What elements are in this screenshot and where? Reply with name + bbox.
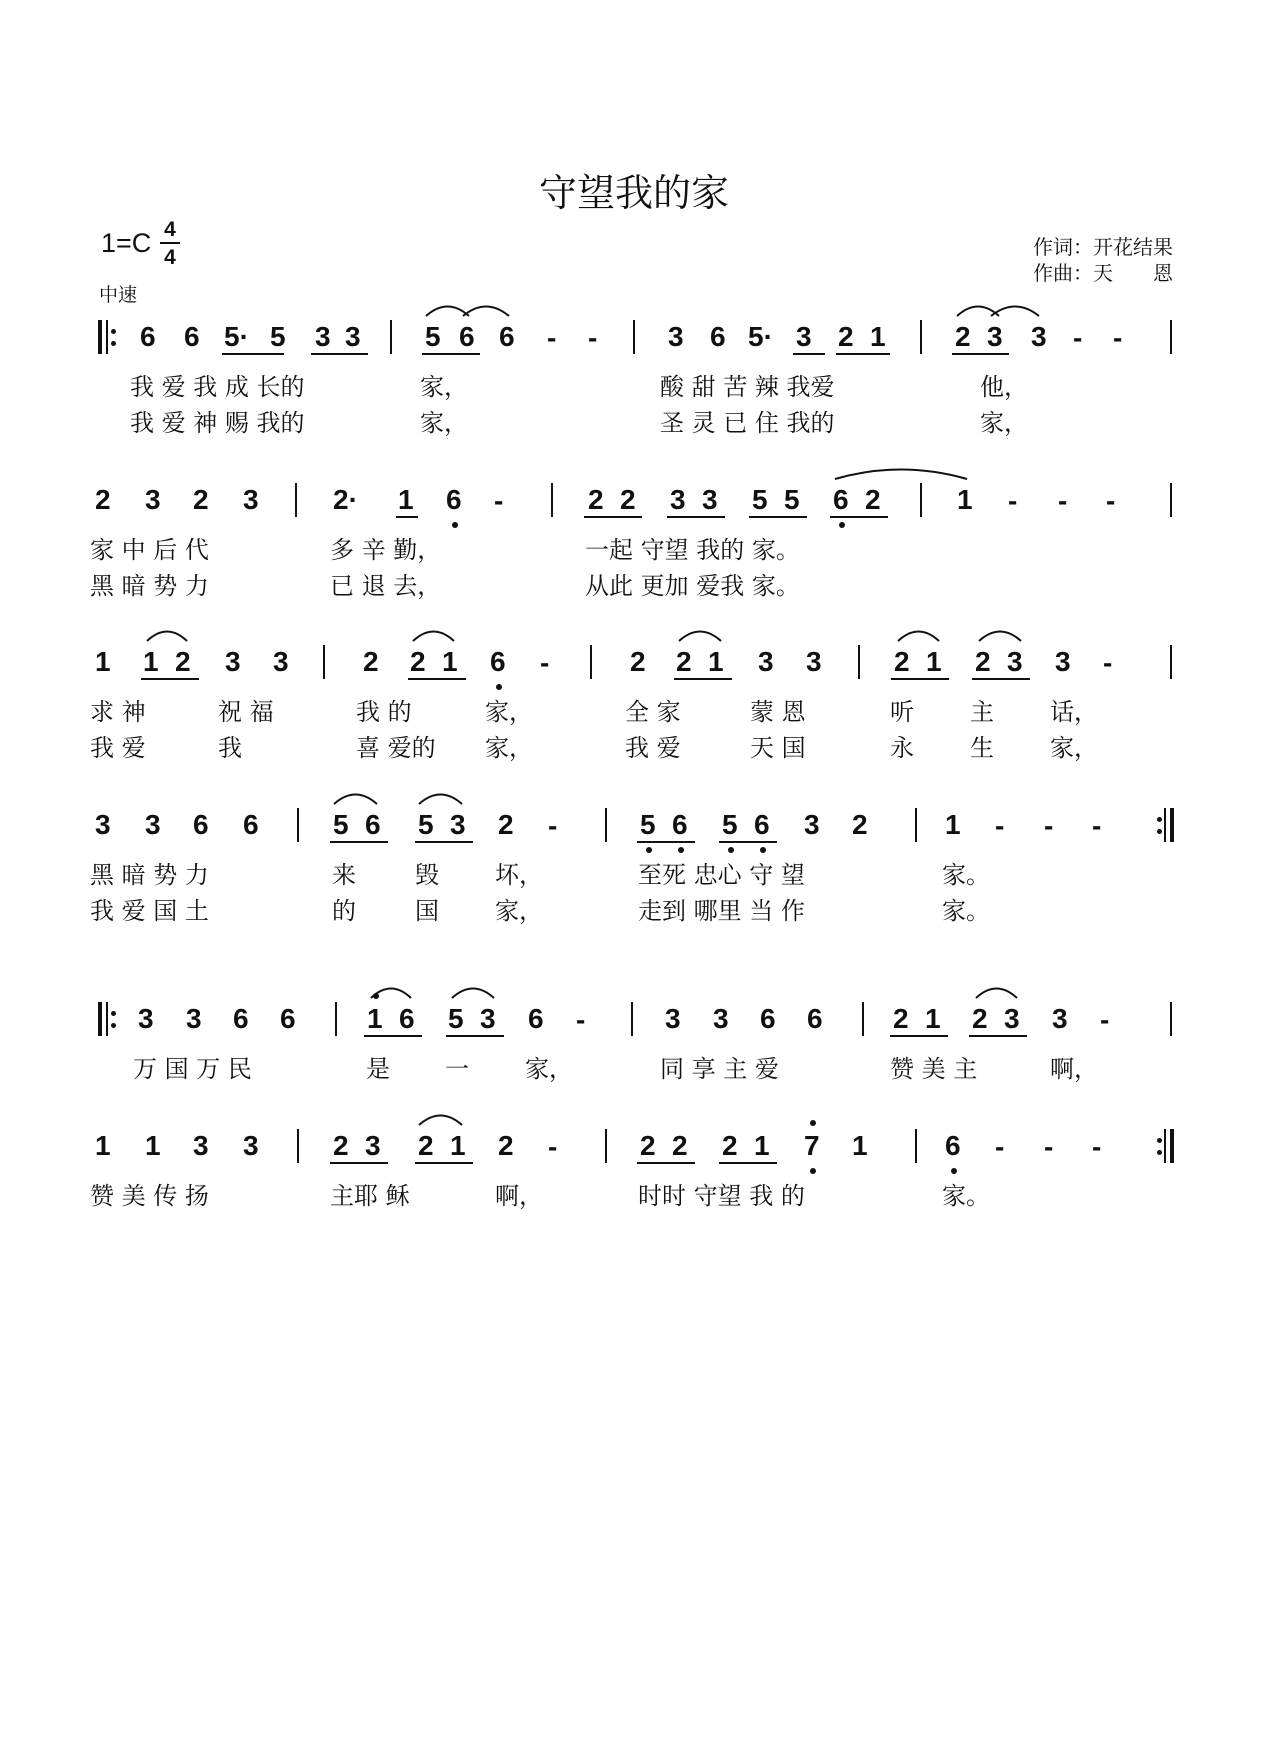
- note: 2: [852, 809, 868, 840]
- note: 2: [498, 809, 514, 840]
- lyric-verse-1: 主: [970, 698, 994, 726]
- lyric-verse-2: 家，: [495, 897, 543, 925]
- extension-dash: -: [1100, 1004, 1110, 1035]
- lower-octave-dot: [678, 847, 684, 853]
- barline: [590, 645, 592, 679]
- extension-dash: -: [1103, 647, 1113, 678]
- note: 3: [243, 484, 259, 515]
- lyric-verse-2: 永: [890, 734, 914, 762]
- lyric-verse-2: 喜 爱的: [356, 734, 436, 762]
- lyric-verse-2: 我: [218, 734, 242, 762]
- eighth-beam: [969, 1035, 1027, 1037]
- note: 1: [708, 646, 724, 677]
- tempo-marking: 中速: [99, 284, 138, 306]
- note: 3: [668, 321, 684, 352]
- lyric-verse-1: 话，: [1050, 698, 1098, 726]
- extension-dash: -: [494, 485, 504, 516]
- time-signature-line: [160, 242, 180, 244]
- slur-curve: [463, 307, 509, 317]
- note: 6: [754, 809, 770, 840]
- eighth-beam: [972, 678, 1030, 680]
- repeat-dot: [1157, 1138, 1162, 1143]
- lyric-verse-1: 蒙 恩: [750, 698, 806, 726]
- lyric-verse-1: 是: [366, 1055, 390, 1083]
- note: 5: [752, 484, 768, 515]
- eighth-beam: [749, 516, 807, 518]
- note: 5: [270, 321, 286, 352]
- extension-dash: -: [1092, 1131, 1102, 1162]
- repeat-start-thin: [106, 320, 108, 354]
- barline: [858, 645, 860, 679]
- note: 3: [138, 1003, 154, 1034]
- lyric-verse-1: 我 爱 我 成 长的: [130, 373, 305, 401]
- note: 2: [865, 484, 881, 515]
- barline: [1170, 483, 1172, 517]
- note: 3: [1052, 1003, 1068, 1034]
- slur-arc: [990, 303, 1040, 317]
- note: 1: [442, 646, 458, 677]
- eighth-beam: [836, 353, 890, 355]
- note: 2: [620, 484, 636, 515]
- lyric-verse-1: 来: [332, 861, 356, 889]
- extension-dash: -: [995, 1131, 1005, 1162]
- barline: [633, 320, 635, 354]
- note: 2: [418, 1130, 434, 1161]
- note: 3: [315, 321, 331, 352]
- note: 2: [363, 646, 379, 677]
- lower-octave-dot: [452, 522, 458, 528]
- note: 3: [713, 1003, 729, 1034]
- note: 2·: [333, 484, 358, 515]
- lyric-verse-1: 同 享 主 爱: [660, 1055, 779, 1083]
- note: 1: [926, 646, 942, 677]
- time-signature-numerator: 4: [164, 218, 176, 241]
- note: 2: [640, 1130, 656, 1161]
- extension-dash: -: [1073, 322, 1083, 353]
- lyric-verse-2: 家。: [942, 897, 990, 925]
- lyric-verse-1: 啊，: [1050, 1055, 1098, 1083]
- repeat-end-thin: [1164, 1129, 1166, 1163]
- note: 3: [1004, 1003, 1020, 1034]
- lower-octave-dot: [760, 847, 766, 853]
- extension-dash: -: [548, 1131, 558, 1162]
- eighth-beam: [141, 678, 199, 680]
- barline: [605, 808, 607, 842]
- lyric-verse-1: 全 家: [625, 698, 681, 726]
- barline: [335, 1002, 337, 1036]
- note: 2: [588, 484, 604, 515]
- eighth-beam: [719, 841, 777, 843]
- note: 1: [398, 484, 414, 515]
- lyric-verse-1: 一起 守望 我的 家。: [585, 536, 800, 564]
- barline: [551, 483, 553, 517]
- note: 3: [450, 809, 466, 840]
- note: 6: [459, 321, 475, 352]
- note: 2: [175, 646, 191, 677]
- repeat-dot: [111, 1023, 116, 1028]
- note: 5·: [748, 321, 773, 352]
- lyric-verse-2: 我 爱: [90, 734, 146, 762]
- note: 6: [833, 484, 849, 515]
- extension-dash: -: [588, 322, 598, 353]
- slur-arc: [451, 985, 495, 999]
- slur-arc: [146, 628, 188, 642]
- extension-dash: -: [1058, 485, 1068, 516]
- repeat-dot: [1157, 829, 1162, 834]
- note: 3: [480, 1003, 496, 1034]
- barline: [1170, 1002, 1172, 1036]
- lower-octave-dot: [496, 684, 502, 690]
- slur-curve: [419, 1116, 462, 1126]
- lyric-verse-1: 赞 美 主: [890, 1055, 978, 1083]
- composer-credit: 作曲：天 恩: [1033, 261, 1173, 285]
- note: 6: [446, 484, 462, 515]
- note: 3: [758, 646, 774, 677]
- lyric-verse-1: 我 的: [356, 698, 412, 726]
- slur-curve: [419, 795, 462, 805]
- note: 3: [665, 1003, 681, 1034]
- lyric-verse-2: 家，: [980, 409, 1028, 437]
- slur-arc: [333, 791, 378, 805]
- slur-arc: [678, 628, 722, 642]
- lyric-verse-2: 家，: [1050, 734, 1098, 762]
- note: 1: [925, 1003, 941, 1034]
- note: 2: [630, 646, 646, 677]
- repeat-dot: [1157, 817, 1162, 822]
- note: 5: [418, 809, 434, 840]
- repeat-start-thick: [98, 1002, 102, 1036]
- note: 3: [345, 321, 361, 352]
- slur-curve: [835, 470, 967, 480]
- note: 3: [273, 646, 289, 677]
- slur-curve: [898, 632, 939, 642]
- extension-dash: -: [576, 1004, 586, 1035]
- note: 2: [676, 646, 692, 677]
- note: 3: [365, 1130, 381, 1161]
- eighth-beam: [674, 678, 732, 680]
- lower-octave-dot: [951, 1168, 957, 1174]
- slur-arc: [834, 466, 968, 480]
- note: 5: [333, 809, 349, 840]
- note: 1: [957, 484, 973, 515]
- note: 6: [945, 1130, 961, 1161]
- extension-dash: -: [1092, 810, 1102, 841]
- lyric-verse-1: 求 神: [90, 698, 146, 726]
- lyric-verse-1: 他，: [980, 373, 1028, 401]
- note: 5: [425, 321, 441, 352]
- note: 3: [702, 484, 718, 515]
- note: 3: [193, 1130, 209, 1161]
- lyric-verse-1: 赞 美 传 扬: [90, 1182, 209, 1210]
- eighth-beam: [637, 841, 695, 843]
- note: 3: [243, 1130, 259, 1161]
- note: 6: [710, 321, 726, 352]
- note: 3: [95, 809, 111, 840]
- note: 7: [804, 1130, 820, 1161]
- lyric-verse-2: 家，: [485, 734, 533, 762]
- note: 6: [399, 1003, 415, 1034]
- note: 3: [1007, 646, 1023, 677]
- extension-dash: -: [1044, 1131, 1054, 1162]
- note: 3: [804, 809, 820, 840]
- note: 6: [807, 1003, 823, 1034]
- lower-octave-dot: [839, 522, 845, 528]
- note: 6: [528, 1003, 544, 1034]
- note: 1: [870, 321, 886, 352]
- barline: [297, 1129, 299, 1163]
- note: 2: [955, 321, 971, 352]
- note: 1: [95, 646, 111, 677]
- repeat-dot: [1157, 1150, 1162, 1155]
- lyric-verse-1: 酸 甜 苦 辣 我爱: [660, 373, 835, 401]
- eighth-beam: [415, 1162, 473, 1164]
- note: 2: [410, 646, 426, 677]
- barline: [297, 808, 299, 842]
- barline: [1170, 645, 1172, 679]
- slur-arc: [412, 628, 455, 642]
- lyric-verse-1: 家 中 后 代: [90, 536, 209, 564]
- eighth-beam: [637, 1162, 695, 1164]
- eighth-beam: [364, 1035, 422, 1037]
- lyric-verse-2: 我 爱 神 赐 我的: [130, 409, 305, 437]
- eighth-beam: [830, 516, 888, 518]
- note: 3: [186, 1003, 202, 1034]
- lyric-verse-2: 从此 更加 爱我 家。: [585, 572, 800, 600]
- lyric-verse-2: 我 爱: [625, 734, 681, 762]
- lyric-verse-1: 家，: [485, 698, 533, 726]
- extension-dash: -: [540, 647, 550, 678]
- note: 3: [1055, 646, 1071, 677]
- lyric-verse-2: 黑 暗 势 力: [90, 572, 209, 600]
- lyric-verse-1: 家。: [942, 1182, 990, 1210]
- eighth-beam: [446, 1035, 504, 1037]
- note: 2: [838, 321, 854, 352]
- lyric-verse-1: 黑 暗 势 力: [90, 861, 209, 889]
- lyric-verse-1: 家，: [420, 373, 468, 401]
- lyric-verse-1: 万 国 万 民: [133, 1055, 252, 1083]
- slur-arc: [462, 303, 510, 317]
- note: 2: [894, 646, 910, 677]
- note: 6: [140, 321, 156, 352]
- note: 1: [143, 646, 159, 677]
- barline: [915, 808, 917, 842]
- note: 3: [806, 646, 822, 677]
- note: 3: [987, 321, 1003, 352]
- lower-octave-dot: [728, 847, 734, 853]
- lyric-verse-1: 多 辛 勤，: [330, 536, 442, 564]
- slur-curve: [413, 632, 454, 642]
- lyric-verse-2: 天 国: [750, 734, 806, 762]
- lyric-verse-1: 祝 福: [218, 698, 274, 726]
- eighth-beam: [952, 353, 1009, 355]
- eighth-beam: [330, 1162, 388, 1164]
- note: 2: [893, 1003, 909, 1034]
- note: 5: [448, 1003, 464, 1034]
- barline: [920, 320, 922, 354]
- note: 2: [498, 1130, 514, 1161]
- barline: [862, 1002, 864, 1036]
- note: 3: [670, 484, 686, 515]
- note: 2: [972, 1003, 988, 1034]
- slur-arc: [418, 791, 463, 805]
- lyric-verse-1: 听: [890, 698, 914, 726]
- note: 6: [280, 1003, 296, 1034]
- note: 6: [243, 809, 259, 840]
- note: 2: [975, 646, 991, 677]
- lyric-verse-2: 我 爱 国 土: [90, 897, 209, 925]
- slur-arc: [418, 1112, 463, 1126]
- lyric-verse-2: 家，: [420, 409, 468, 437]
- eighth-beam: [311, 353, 368, 355]
- lyric-verse-2: 的: [332, 897, 356, 925]
- note: 3: [796, 321, 812, 352]
- eighth-beam: [330, 841, 388, 843]
- note: 6: [760, 1003, 776, 1034]
- eighth-beam: [719, 1162, 777, 1164]
- extension-dash: -: [1113, 322, 1123, 353]
- eighth-beam: [408, 678, 466, 680]
- barline: [295, 483, 297, 517]
- eighth-beam: [396, 516, 418, 518]
- slur-curve: [371, 989, 411, 999]
- lower-octave-dot: [810, 1168, 816, 1174]
- lyric-verse-2: 已 退 去，: [330, 572, 442, 600]
- key-signature: 1=C: [101, 228, 152, 258]
- note: 3: [145, 809, 161, 840]
- eighth-beam: [891, 678, 949, 680]
- lyric-verse-1: 至死 忠心 守 望: [638, 861, 805, 889]
- note: 1: [852, 1130, 868, 1161]
- note: 1: [754, 1130, 770, 1161]
- extension-dash: -: [1044, 810, 1054, 841]
- slur-curve: [991, 307, 1039, 317]
- lower-octave-dot: [646, 847, 652, 853]
- lyric-verse-2: 生: [970, 734, 994, 762]
- note: 1: [945, 809, 961, 840]
- lyric-verse-1: 家。: [942, 861, 990, 889]
- note: 5: [640, 809, 656, 840]
- note: 3: [1031, 321, 1047, 352]
- slur-arc: [975, 985, 1018, 999]
- slur-curve: [452, 989, 494, 999]
- note: 2: [722, 1130, 738, 1161]
- note: 1: [367, 1003, 383, 1034]
- lyricist-credit: 作词：开花结果: [1033, 235, 1173, 259]
- note: 6: [193, 809, 209, 840]
- barline: [1170, 320, 1172, 354]
- note: 2: [672, 1130, 688, 1161]
- note: 1: [450, 1130, 466, 1161]
- slur-curve: [679, 632, 721, 642]
- extension-dash: -: [547, 322, 557, 353]
- barline: [605, 1129, 607, 1163]
- note: 1: [145, 1130, 161, 1161]
- repeat-dot: [111, 329, 116, 334]
- slur-curve: [976, 989, 1017, 999]
- note: 2: [95, 484, 111, 515]
- slur-arc: [370, 985, 412, 999]
- note: 5: [722, 809, 738, 840]
- slur-arc: [978, 628, 1022, 642]
- note: 6: [499, 321, 515, 352]
- note: 6: [490, 646, 506, 677]
- repeat-dot: [111, 1011, 116, 1016]
- note: 2: [193, 484, 209, 515]
- eighth-beam: [415, 841, 473, 843]
- time-signature-denominator: 4: [164, 246, 176, 269]
- repeat-end-thick: [1170, 1129, 1174, 1163]
- lyric-verse-1: 主耶 稣: [330, 1182, 410, 1210]
- note: 3: [145, 484, 161, 515]
- lyric-verse-2: 走到 哪里 当 作: [638, 897, 805, 925]
- repeat-dot: [111, 341, 116, 346]
- repeat-start-thick: [98, 320, 102, 354]
- slur-curve: [147, 632, 187, 642]
- repeat-end-thick: [1170, 808, 1174, 842]
- eighth-beam: [584, 516, 642, 518]
- extension-dash: -: [1008, 485, 1018, 516]
- lyric-verse-1: 家，: [525, 1055, 573, 1083]
- eighth-beam: [667, 516, 725, 518]
- barline: [920, 483, 922, 517]
- barline: [915, 1129, 917, 1163]
- extension-dash: -: [995, 810, 1005, 841]
- repeat-end-thin: [1164, 808, 1166, 842]
- eighth-beam: [890, 1035, 948, 1037]
- lyric-verse-1: 毁: [415, 861, 439, 889]
- barline: [390, 320, 392, 354]
- slur-curve: [979, 632, 1021, 642]
- lyric-verse-2: 国: [415, 897, 439, 925]
- lyric-verse-1: 时时 守望 我 的: [638, 1182, 805, 1210]
- extension-dash: -: [1106, 485, 1116, 516]
- note: 2: [333, 1130, 349, 1161]
- lyric-verse-1: 一: [445, 1055, 469, 1083]
- eighth-beam: [422, 353, 480, 355]
- note: 3: [225, 646, 241, 677]
- repeat-start-thin: [106, 1002, 108, 1036]
- eighth-beam: [222, 353, 284, 355]
- barline: [323, 645, 325, 679]
- note: 6: [184, 321, 200, 352]
- upper-octave-dot: [810, 1120, 816, 1126]
- eighth-beam: [793, 353, 825, 355]
- extension-dash: -: [548, 810, 558, 841]
- song-title: 守望我的家: [539, 171, 730, 215]
- note: 6: [365, 809, 381, 840]
- slur-curve: [334, 795, 377, 805]
- note: 5: [784, 484, 800, 515]
- lyric-verse-1: 啊，: [495, 1182, 543, 1210]
- lyric-verse-2: 圣 灵 已 住 我的: [660, 409, 835, 437]
- barline: [631, 1002, 633, 1036]
- lyric-verse-1: 坏，: [495, 861, 543, 889]
- note: 1: [95, 1130, 111, 1161]
- note: 5·: [224, 321, 249, 352]
- slur-arc: [897, 628, 940, 642]
- note: 6: [672, 809, 688, 840]
- note: 6: [233, 1003, 249, 1034]
